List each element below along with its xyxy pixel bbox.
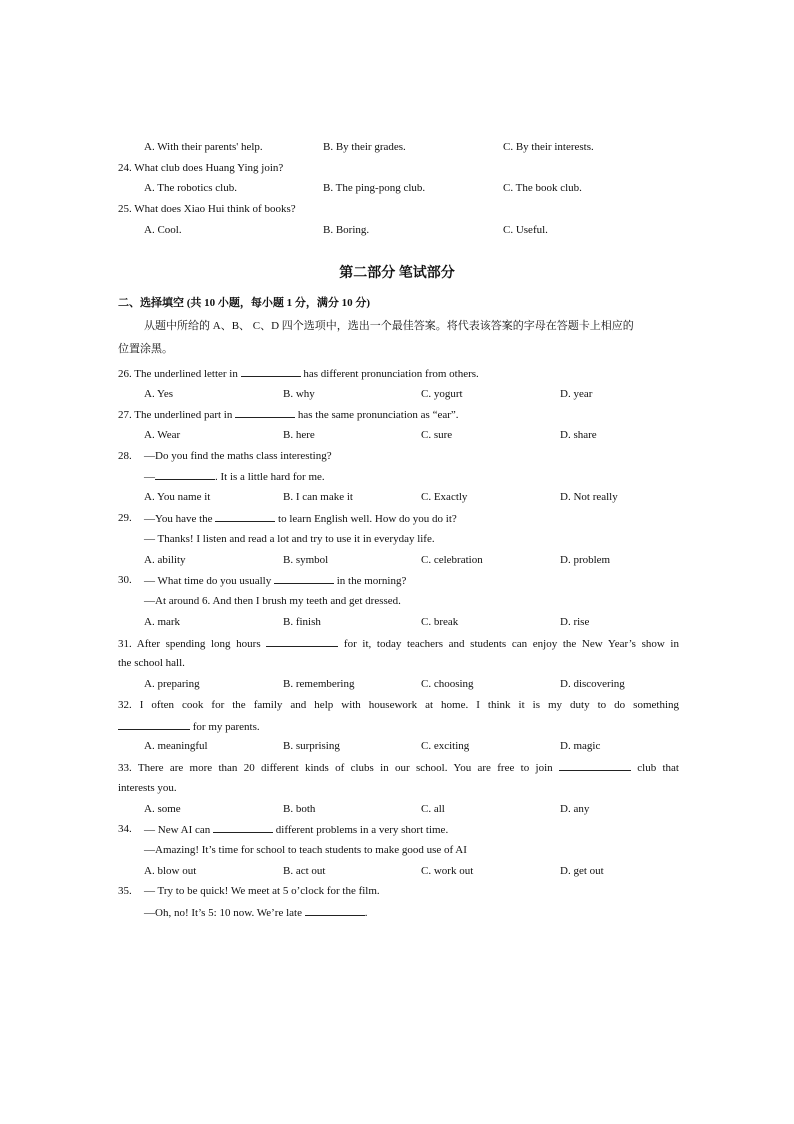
q28-line-2-post: . It is a little hard for me. [215,471,325,483]
q34-line-1-pre: — New AI can [144,824,211,836]
q28-option-a: A. You name it [144,491,211,503]
answer-blank [235,408,295,418]
q31-line-1 [118,637,679,651]
q34-number: 34. [118,823,132,835]
q23-option-c: C. By their interests. [503,141,594,153]
answer-blank [213,823,273,833]
q28-option-d: D. Not really [560,491,618,503]
q29-number: 29. [118,512,132,524]
q28-number: 28. [118,450,132,462]
q26-option-a: A. Yes [144,388,174,400]
answer-blank [305,906,365,916]
q32-option-b: B. surprising [283,740,340,752]
q35-line-2-pre: —Oh, no! It’s 5: 10 now. We’re late [144,907,302,919]
q33-line-1-post: club that [637,762,679,774]
answer-blank [559,761,631,771]
q24-option-c: C. The book club. [503,182,582,194]
q23-option-b: B. By their grades. [323,141,406,153]
q35-number: 35. [118,885,132,897]
instruction-line-1: 从题中所给的 A、B、 C、D 四个选项中，选出一个最佳答案。将代表该答案的字母在答题卡上相应的 [144,320,634,332]
q29-line-1-post: to learn English well. How do you do it? [278,513,457,525]
q27-stem-post: has the same pronunciation as “ear”. [297,409,459,421]
q28-option-b: B. I can make it [283,491,353,503]
q26-stem-post: has different pronunciation from others. [303,368,479,380]
q32-line-2 [118,720,260,734]
q33-option-d: D. any [560,803,590,815]
q32-option-c: C. exciting [421,740,470,752]
q33-line-1-pre: 33. There are more than 20 different kinds of clubs in our school. You are free to join [118,762,553,774]
q33-option-c: C. all [421,803,445,815]
q33-line-1 [118,761,679,775]
q31-line-1-pre: 31. After spending long hours [118,638,261,650]
q25-option-b: B. Boring. [323,224,370,236]
q26-option-c: C. yogurt [421,388,463,400]
q30-line-2: —At around 6. And then I brush my teeth and get dressed. [144,595,401,607]
q28-line-2 [144,470,325,484]
q25-stem: 25. What does Xiao Hui think of books? [118,203,296,215]
q25-option-c: C. Useful. [503,224,548,236]
q27-option-d: D. share [560,429,597,441]
q35-line-1: — Try to be quick! We meet at 5 o’clock for the film. [144,885,380,897]
q31-option-a: A. preparing [144,678,200,690]
q31-option-c: C. choosing [421,678,474,690]
q33-option-a: A. some [144,803,181,815]
q29-option-a: A. ability [144,554,186,566]
q26-option-b: B. why [283,388,315,400]
q34-line-1 [144,823,448,837]
q29-option-c: C. celebration [421,554,483,566]
q28-option-c: C. Exactly [421,491,468,503]
q33-line-2: interests you. [118,782,177,794]
q30-line-1 [144,574,406,588]
q29-option-b: B. symbol [283,554,329,566]
q28-line-2-pre: — [144,471,155,483]
q29-option-d: D. problem [560,554,611,566]
q29-line-2: — Thanks! I listen and read a lot and try to use it in everyday life. [144,533,435,545]
q33-option-b: B. both [283,803,316,815]
q35-line-2-post: . [364,907,368,919]
q34-line-2: —Amazing! It’s time for school to teach students to make good use of AI [144,844,467,856]
answer-blank [241,367,301,377]
section-title: 二、选择填空 (共 10 小题，每小题 1 分，满分 10 分) [118,297,371,309]
q34-option-c: C. work out [421,865,474,877]
q28-line-1: —Do you find the maths class interesting? [144,450,332,462]
q30-option-c: C. break [421,616,459,628]
instruction-line-2: 位置涂黑。 [118,343,173,355]
q31-line-2: the school hall. [118,657,185,669]
answer-blank [274,574,334,584]
q24-option-b: B. The ping-pong club. [323,182,426,194]
q30-option-d: D. rise [560,616,590,628]
q32-option-d: D. magic [560,740,601,752]
q30-option-a: A. mark [144,616,181,628]
q26-option-d: D. year [560,388,593,400]
part2-title: 第二部分 笔试部分 [339,266,455,281]
q24-stem: 24. What club does Huang Ying join? [118,162,284,174]
q27-option-a: A. Wear [144,429,181,441]
q30-line-1-pre: — What time do you usually [144,575,272,587]
q32-option-a: A. meaningful [144,740,208,752]
q25-option-a: A. Cool. [144,224,182,236]
q32-line-1: 32. I often cook for the family and help with housework at home. I think it is my duty to do something [118,699,679,711]
answer-blank [215,512,275,522]
q26-stem [118,367,479,381]
q30-line-1-post: in the morning? [336,575,407,587]
q29-line-1 [144,512,457,526]
q34-option-a: A. blow out [144,865,197,877]
answer-blank [155,470,215,480]
q31-option-b: B. remembering [283,678,355,690]
q30-number: 30. [118,574,132,586]
q31-line-1-post: for it, today teachers and students can enjoy the New Year’s show in [343,638,679,650]
answer-blank [118,720,190,730]
q27-option-b: B. here [283,429,315,441]
q34-line-1-post: different problems in a very short time. [275,824,449,836]
q27-stem [118,408,459,422]
q27-stem-pre: 27. The underlined part in [118,409,233,421]
q23-option-a: A. With their parents' help. [144,141,263,153]
q35-line-2 [144,906,367,920]
q32-line-2-post: for my parents. [192,721,260,733]
q26-stem-pre: 26. The underlined letter in [118,368,238,380]
q31-option-d: D. discovering [560,678,625,690]
q24-option-a: A. The robotics club. [144,182,237,194]
q30-option-b: B. finish [283,616,321,628]
q27-option-c: C. sure [421,429,453,441]
q34-option-b: B. act out [283,865,326,877]
q29-line-1-pre: —You have the [144,513,213,525]
q34-option-d: D. get out [560,865,604,877]
answer-blank [266,637,338,647]
